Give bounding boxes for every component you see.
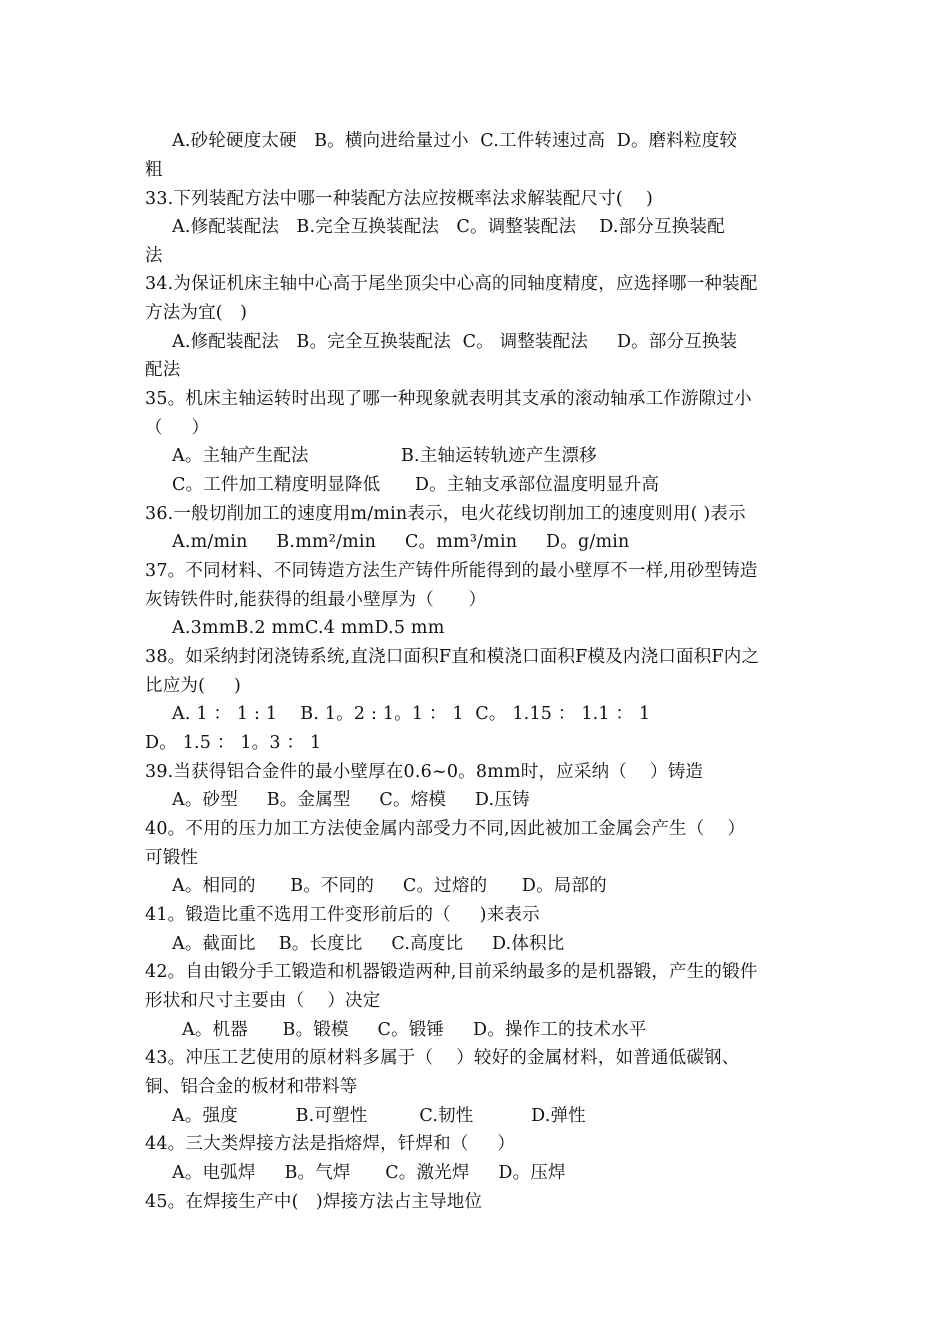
q42-question-line2: 形状和尺寸主要由（ ）决定 <box>145 991 381 1011</box>
q38-question-line1: 38。如采纳封闭浇铸系统,直浇口面积F直和模浇口面积F模及内浇口面积F内之 <box>145 647 760 667</box>
q45-question: 45。在焊接生产中( )焊接方法占主导地位 <box>145 1192 483 1212</box>
q35-options-line1: A。主轴产生配法 B.主轴运转轨迹产生漂移 <box>172 446 597 466</box>
q34-question-line1: 34.为保证机床主轴中心高于尾坐顶尖中心高的同轴度精度，应选择哪一种装配 <box>145 274 758 294</box>
q34-question-line2: 方法为宜( ) <box>145 303 248 323</box>
q33-question: 33.下列装配方法中哪一种装配方法应按概率法求解装配尺寸( ) <box>145 189 654 209</box>
q34-options-line: A.修配装配法 B。完全互换装配法 C。 调整装配法 D。部分互换装 <box>172 332 738 352</box>
q35-options-line2: C。工件加工精度明显降低 D。主轴支承部位温度明显升高 <box>172 475 660 495</box>
q38-options-line2: D。 1.5 ： 1。3 ： 1 <box>145 733 322 753</box>
q34-options-wrap: 配法 <box>145 360 181 380</box>
q42-question-line1: 42。自由锻分手工锻造和机器锻造两种,目前采纳最多的是机器锻，产生的锻件 <box>145 962 758 982</box>
q44-options-line: A。电弧焊 B。气焊 C。激光焊 D。压焊 <box>172 1163 566 1183</box>
q42-options-line: A。机器 B。锻模 C。锻锤 D。操作工的技术水平 <box>182 1020 647 1040</box>
q36-options-line: A.m/min B.mm²/min C。mm³/min D。g/min <box>172 532 630 552</box>
q41-question: 41。锻造比重不选用工件变形前后的（ )来表示 <box>145 905 540 925</box>
q44-question: 44。三大类焊接方法是指熔焊，钎焊和（ ） <box>145 1134 516 1154</box>
q40-options-line: A。相同的 B。不同的 C。过熔的 D。局部的 <box>172 876 607 896</box>
q37-options-line: A.3mmB.2 mmC.4 mmD.5 mm <box>172 618 445 638</box>
q38-question-line2: 比应为( ) <box>145 676 241 696</box>
q43-question-line2: 铜、铝合金的板材和带料等 <box>145 1077 358 1097</box>
q32-options-line: A.砂轮硬度太硬 B。横向进给量过小 C.工件转速过高 D。磨料粒度较 <box>172 131 738 151</box>
q39-question: 39.当获得铝合金件的最小壁厚在0.6~0。8mm时，应采纳（ ）铸造 <box>145 762 704 782</box>
q32-options-wrap: 粗 <box>145 160 163 180</box>
q36-question: 36.一般切削加工的速度用m/min表示，电火花线切削加工的速度则用( )表示 <box>145 504 746 524</box>
q37-question-line2: 灰铸铁件时,能获得的组最小壁厚为（ ） <box>145 590 487 610</box>
q43-question-line1: 43。冲压工艺使用的原材料多属于（ ）较好的金属材料，如普通低碳钢、 <box>145 1048 740 1068</box>
q37-question-line1: 37。不同材料、不同铸造方法生产铸件所能得到的最小壁厚不一样,用砂型铸造 <box>145 561 758 581</box>
q33-options-wrap: 法 <box>145 246 163 266</box>
q40-question-line1: 40。不用的压力加工方法使金属内部受力不同,因此被加工金属会产生（ ） <box>145 819 746 839</box>
q40-question-line2: 可锻性 <box>145 848 199 868</box>
q38-options-line1: A. 1 ： 1 : 1 B. 1。2 : 1。1 ： 1 C。 1.15 ： 1.1 ： 1 <box>172 704 651 724</box>
q33-options-line: A.修配装配法 B.完全互换装配法 C。调整装配法 D.部分互换装配 <box>172 217 725 237</box>
q41-options-line: A。截面比 B。长度比 C.高度比 D.体积比 <box>172 934 565 954</box>
q39-options-line: A。砂型 B。金属型 C。熔模 D.压铸 <box>172 790 530 810</box>
q35-question-line1: 35。机床主轴运转时出现了哪一种现象就表明其支承的滚动轴承工作游隙过小 <box>145 389 752 409</box>
q43-options-line: A。强度 B.可塑性 C.韧性 D.弹性 <box>172 1106 586 1126</box>
q35-question-line2: （ ） <box>145 418 210 438</box>
